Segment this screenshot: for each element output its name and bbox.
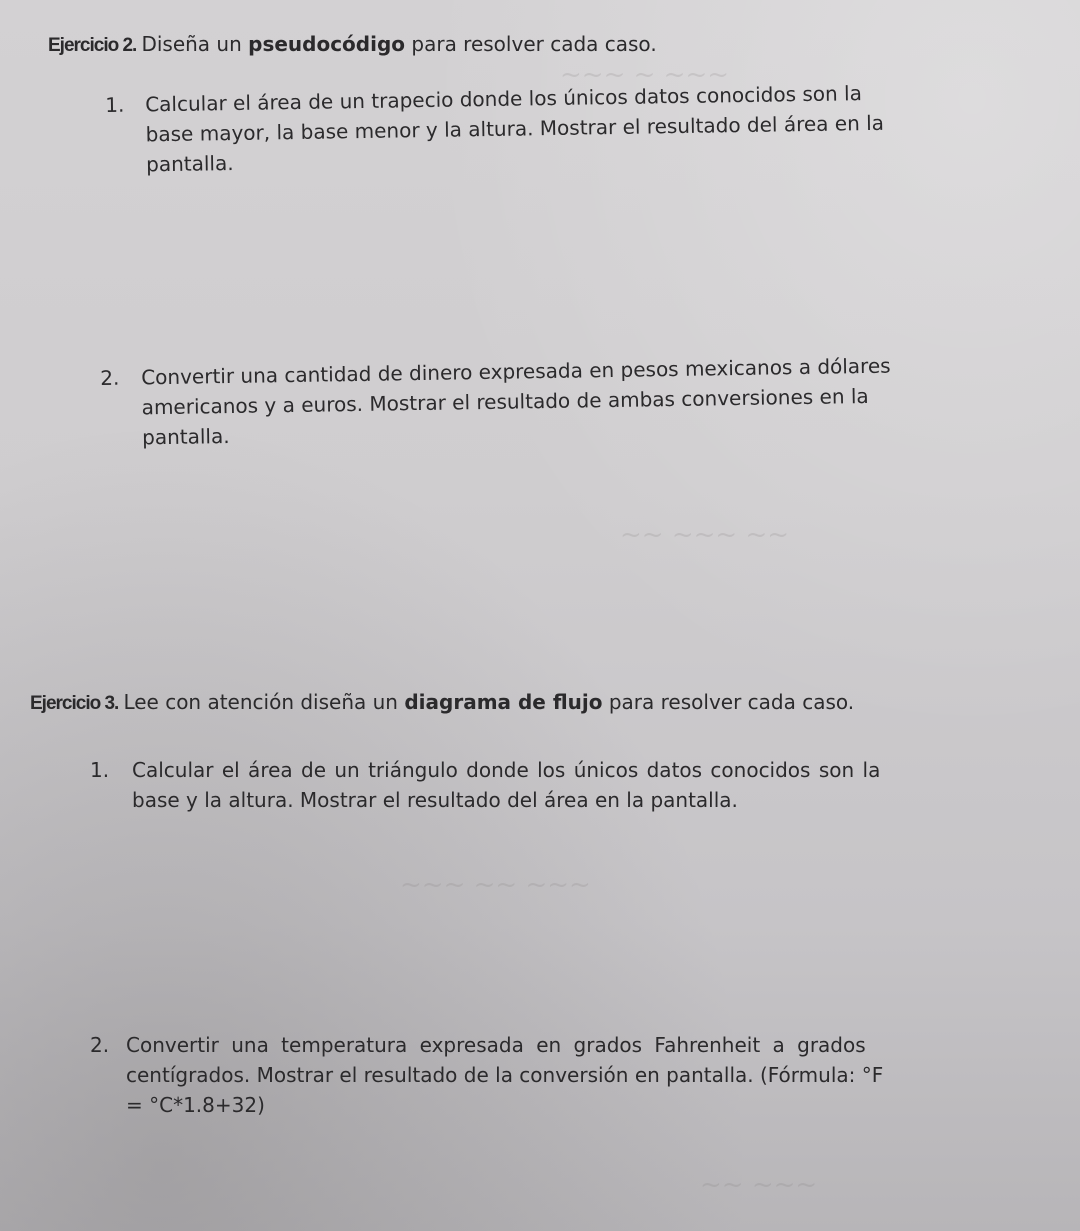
bleed-through-texture: ~~~ ~ ~~~ — [560, 60, 730, 90]
item-number: 1. — [90, 758, 110, 782]
exercise-2-label: Ejercicio 2. — [48, 35, 137, 56]
exercise-3-item-1: 1. Calcular el área de un triángulo donde los únicos datos conocidos son la base y la altura. Mostrar el resultado del área en la pantalla. — [90, 755, 990, 815]
exercise-2-instruction: Diseña un pseudocódigo para resolver cada caso. — [141, 32, 657, 56]
item-number: 1. — [105, 92, 125, 117]
item-number: 2. — [100, 365, 120, 390]
item-number: 2. — [90, 1033, 110, 1057]
bleed-through-texture: ~~~ ~~ ~~~ — [400, 870, 591, 900]
exercise-3-instruction: Lee con atención diseña un diagrama de flujo para resolver cada caso. — [123, 690, 855, 714]
exercise-3-label: Ejercicio 3. — [30, 693, 119, 714]
bleed-through-texture: ~~ ~~~ — [700, 1170, 818, 1200]
exercise-2-heading — [48, 32, 657, 57]
exercise-2-item-2: 2. Convertir una cantidad de dinero expresada en pesos mexicanos a dólares americanos y a euros. Mostrar el resultado de ambas conversiones en la pantalla. — [100, 353, 891, 450]
exercise-3-heading — [30, 690, 854, 715]
exercise-3-item-2: 2. Convertir una temperatura expresada en grados Fahrenheit a grados centígrados. Mostrar el resultado de la conversión en pantalla. (Fórmula: °F = °C*1.8+32) — [90, 1030, 1010, 1120]
exercise-2-item-1: 1. Calcular el área de un trapecio donde los únicos datos conocidos son la base mayor, la base menor y la altura. Mostrar el resultado del área en la pantalla. — [105, 81, 885, 177]
formula-line: = °C*1.8+32) — [126, 1093, 265, 1117]
bleed-through-texture: ~~ ~~~ ~~ — [620, 520, 790, 550]
